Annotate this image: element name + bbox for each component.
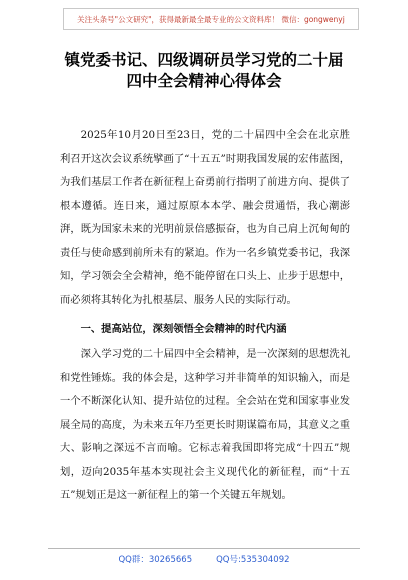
title-line-2: 四中全会精神心得体会 <box>126 72 282 90</box>
header-banner <box>63 8 359 30</box>
paragraph-2-text: 深入学习党的二十届四中全会精神，是一次深刻的思想洗礼和党性锤炼。我的体会是，这种学习并非简单的知识输入，而是一个不断深化认知、提升站位的过程。全会站在党和国家事业发展全局的高度，为未来五年乃至更长时期谋篇布局，其意义之重大、影响之深远不言而喻。它标志着我国即将完成“十四五”规划，迈向2035年基本实现社会主义现代化的新征程，而“十五五”规划正是这一新征程上的第一个关键五年规划。 <box>60 348 350 501</box>
paragraph-1 <box>60 124 350 312</box>
document-title <box>0 50 408 92</box>
footer-divider <box>48 548 360 549</box>
footer <box>0 553 408 565</box>
title-line-1: 镇党委书记、四级调研员学习党的二十届 <box>64 51 344 69</box>
paragraph-1-text: 2025年10月20日至23日，党的二十届四中全会在北京胜利召开这次会议系统擘画了“十五五”时期我国发展的宏伟蓝图，为我们基层工作者在新征程上奋勇前行指明了前进方向、提供了根本遵循。连日来，通过原原本本学、融会贯通悟，我心潮澎湃，既为国家未来的光明前景倍感振奋，也为自己肩上沉甸甸的责任与使命感到前所未有的紧迫。作为一名乡镇党委书记，我深知，学习领会全会精神，绝不能停留在口头上、止步于思想中，而必须将其转化为扎根基层、服务人民的实际行动。 <box>60 129 350 306</box>
paragraph-2 <box>60 343 350 508</box>
footer-qq-number: QQ号:535304092 <box>216 555 290 565</box>
section-1-heading: 一、提高站位，深刻领悟全会精神的时代内涵 <box>80 323 287 335</box>
banner-text: 关注头条号"公文研究"，获得最新最全最专业的公文资料库！ 微信：gongwenyj <box>77 14 345 24</box>
footer-qq-group: QQ群：30265665 <box>118 555 193 565</box>
